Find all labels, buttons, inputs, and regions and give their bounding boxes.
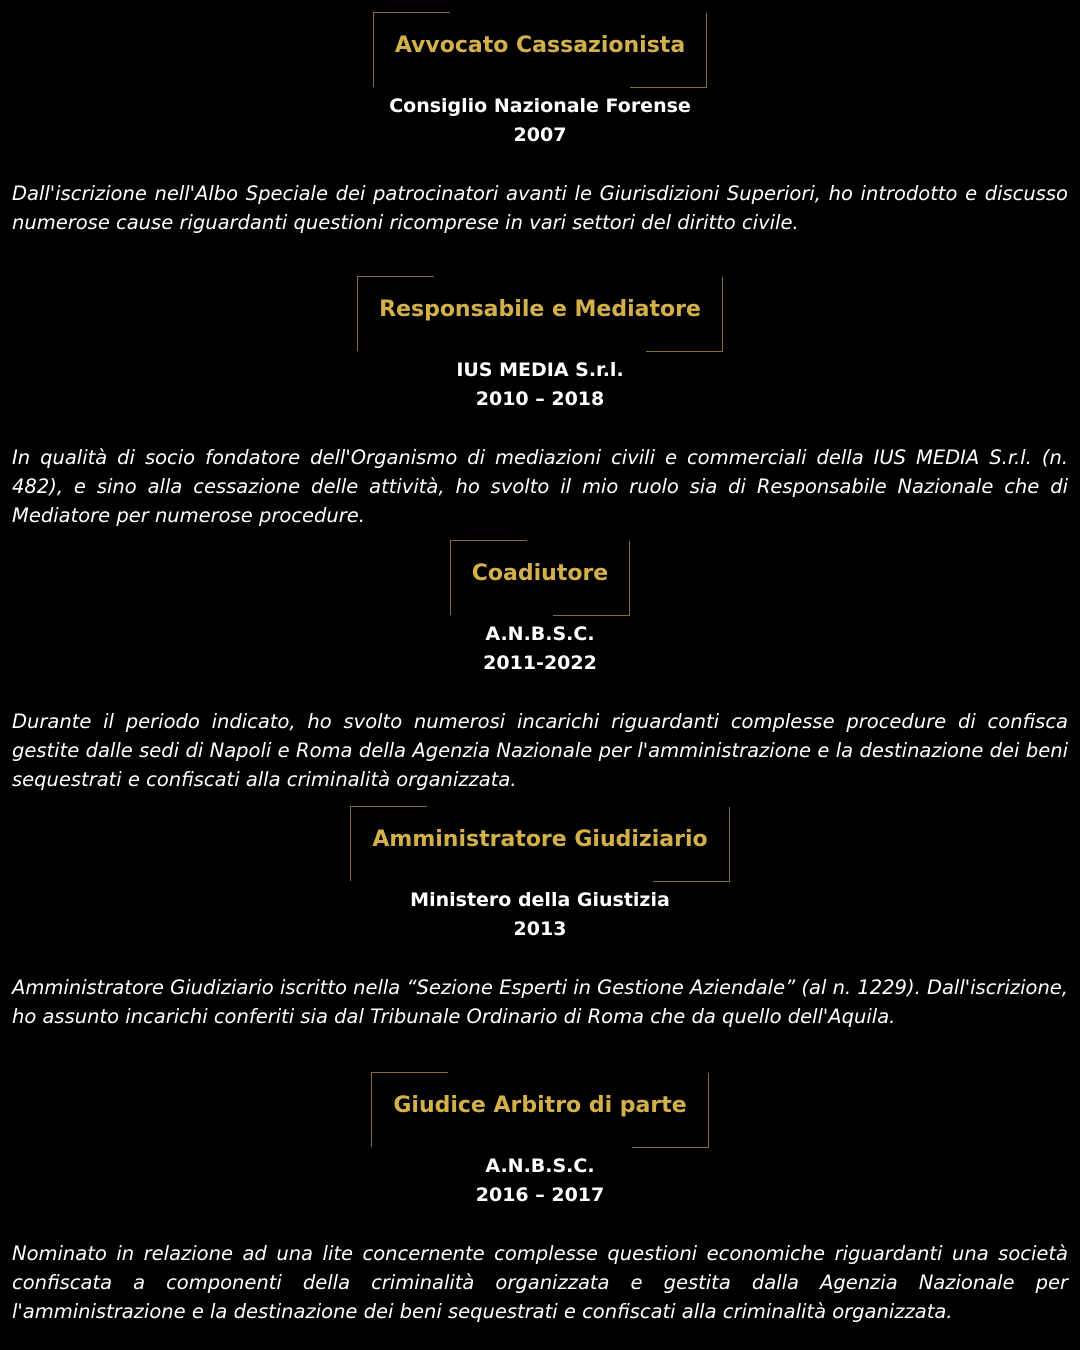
entry-description: Nominato in relazione ad una lite concernente complesse questioni economiche riguardanti una società confiscata a componenti della criminalità organizzata e gestita dalla Agenzia Nazionale per l'amministrazione e la destinazione dei beni sequestrati e confiscati alla criminalità organizzata.	[12, 1242, 1068, 1323]
entry-organization: Ministero della Giustizia	[410, 889, 670, 911]
entry-period: 2011-2022	[483, 652, 597, 674]
entry-description: Dall'iscrizione nell'Albo Speciale dei patrocinatori avanti le Giurisdizioni Superiori, ho introdotto e discusso numerose cause riguardanti questioni ricomprese in vari settori del diritto civile.	[12, 182, 1068, 234]
entry-organization: A.N.B.S.C.	[485, 1155, 595, 1177]
entry-title: Avvocato Cassazionista	[373, 12, 707, 88]
entry-organization: Consiglio Nazionale Forense	[389, 95, 691, 117]
entry-organization: A.N.B.S.C.	[485, 623, 595, 645]
entry-description: In qualità di socio fondatore dell'Organismo di mediazioni civili e commerciali della IUS MEDIA S.r.l. (n. 482), e sino alla cessazione delle attività, ho svolto il mio ruolo sia di Responsabile Nazionale che di Mediatore per numerose procedure.	[12, 446, 1068, 527]
entry-description: Durante il periodo indicato, ho svolto numerosi incarichi riguardanti complesse procedure di confisca gestite dalle sedi di Napoli e Roma della Agenzia Nazionale per l'amministrazione e la destinazione dei beni sequestrati e confiscati alla criminalità organizzata.	[12, 710, 1068, 791]
entry-title: Coadiutore	[450, 540, 630, 616]
career-entry	[0, 276, 1080, 530]
entry-description: Amministratore Giudiziario iscritto nella “Sezione Esperti in Gestione Aziendale” (al n. 1229). Dall'iscrizione, ho assunto incarichi conferiti sia dal Tribunale Ordinario di Roma che da quello dell'Aquila.	[12, 976, 1068, 1028]
entry-period: 2013	[513, 918, 567, 940]
entry-title: Giudice Arbitro di parte	[371, 1072, 708, 1148]
entry-period: 2010 – 2018	[475, 388, 605, 410]
entry-organization: IUS MEDIA S.r.l.	[456, 359, 624, 381]
career-entry	[0, 1072, 1080, 1326]
career-entry	[0, 806, 1080, 1031]
entry-period: 2007	[513, 124, 567, 146]
entry-period: 2016 – 2017	[475, 1184, 605, 1206]
career-entry	[0, 12, 1080, 237]
entry-title: Responsabile e Mediatore	[357, 276, 723, 352]
entry-title: Amministratore Giudiziario	[350, 806, 729, 882]
career-entry	[0, 540, 1080, 794]
